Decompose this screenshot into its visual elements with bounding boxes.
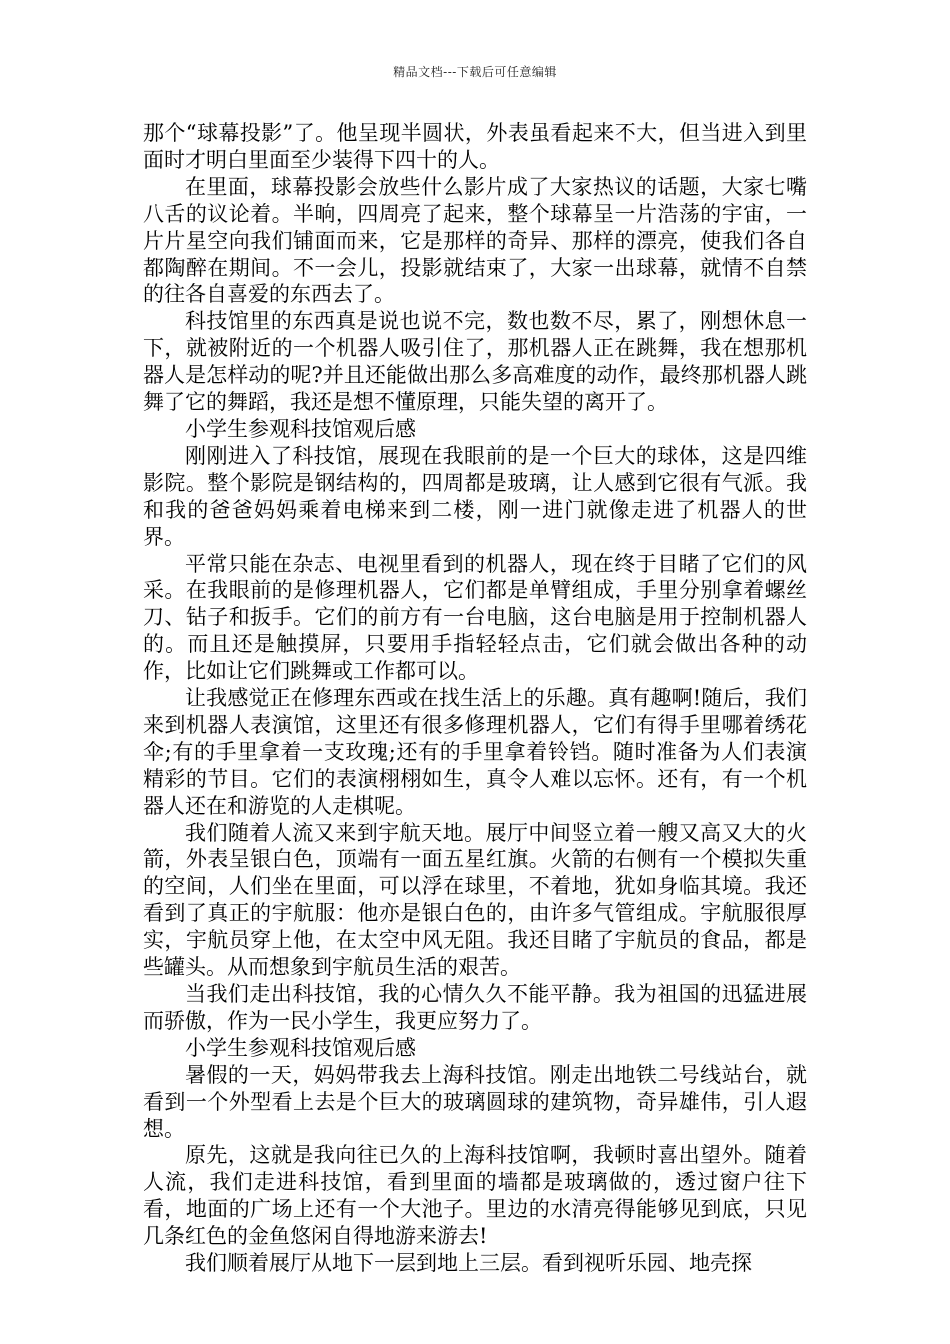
paragraph: 原先，这就是我向往已久的上海科技馆啊，我顿时喜出望外。随着人流，我们走进科技馆，看到里面的墙都是玻璃做的，透过窗户往下看，地面的广场上还有一个大池子。里边的水清亮得能够见到底，只见几条红色的金鱼悠闲自得地游来游去! bbox=[143, 1143, 807, 1249]
paragraph: 刚刚进入了科技馆，展现在我眼前的是一个巨大的球体，这是四维影院。整个影院是钢结构的，四周都是玻璃，让人感到它很有气派。我和我的爸爸妈妈乘着电梯来到二楼，刚一进门就像走进了机器人的世界。 bbox=[143, 443, 807, 549]
paragraph: 暑假的一天，妈妈带我去上海科技馆。刚走出地铁二号线站台，就看到一个外型看上去是个巨大的玻璃圆球的建筑物，奇异雄伟，引人遐想。 bbox=[143, 1062, 807, 1141]
section-title: 小学生参观科技馆观后感 bbox=[185, 416, 416, 441]
paragraph: 当我们走出科技馆，我的心情久久不能平静。我为祖国的迅猛进展而骄傲，作为一民小学生，我更应努力了。 bbox=[143, 982, 807, 1033]
paragraph: 那个“球幕投影”了。他呈现半圆状，外表虽看起来不大，但当进入到里面时才明白里面至少装得下四十的人。 bbox=[143, 121, 807, 172]
document-body bbox=[143, 120, 807, 1277]
section-title: 小学生参观科技馆观后感 bbox=[185, 1035, 416, 1060]
paragraph: 我们随着人流又来到宇航天地。展厅中间竖立着一艘又高又大的火箭，外表呈银白色，顶端有一面五星红旗。火箭的右侧有一个模拟失重的空间，人们坐在里面，可以浮在球里，不着地，犹如身临其境。我还看到了真正的宇航服：他亦是银白色的，由许多气管组成。宇航服很厚实，宇航员穿上他，在太空中风无阻。我还目睹了宇航员的食品，都是些罐头。从而想象到宇航员生活的艰苦。 bbox=[143, 820, 807, 980]
paragraph: 我们顺着展厅从地下一层到地上三层。看到视听乐园、地壳探 bbox=[185, 1251, 752, 1276]
paragraph: 科技馆里的东西真是说也说不完，数也数不尽，累了，刚想休息一下，就被附近的一个机器人吸引住了，那机器人正在跳舞，我在想那机器人是怎样动的呢?并且还能做出那么多高难度的动作，最终那机器人跳舞了它的舞蹈，我还是想不懂原理，只能失望的离开了。 bbox=[143, 309, 807, 415]
paragraph: 平常只能在杂志、电视里看到的机器人，现在终于目睹了它们的风采。在我眼前的是修理机器人，它们都是单臂组成，手里分别拿着螺丝刀、钻子和扳手。它们的前方有一台电脑，这台电脑是用于控制机器人的。而且还是触摸屏，只要用手指轻轻点击，它们就会做出各种的动作，比如让它们跳舞或工作都可以。 bbox=[143, 551, 807, 684]
paragraph: 让我感觉正在修理东西或在找生活上的乐趣。真有趣啊!随后，我们来到机器人表演馆，这里还有很多修理机器人，它们有得手里哪着绣花伞;有的手里拿着一支玫瑰;还有的手里拿着铃铛。随时准备为人们表演精彩的节目。它们的表演栩栩如生，真令人难以忘怀。还有，有一个机器人还在和游览的人走棋呢。 bbox=[143, 686, 807, 818]
paragraph: 在里面，球幕投影会放些什么影片成了大家热议的话题，大家七嘴八舌的议论着。半晌，四周亮了起来，整个球幕呈一片浩荡的宇宙，一片片星空向我们铺面而来，它是那样的奇异、那样的漂亮，使我们各自都陶醉在期间。不一会儿，投影就结束了，大家一出球幕，就情不自禁的往各自喜爱的东西去了。 bbox=[143, 174, 807, 307]
page-header: 精品文档---下载后可任意编辑 bbox=[393, 65, 557, 79]
